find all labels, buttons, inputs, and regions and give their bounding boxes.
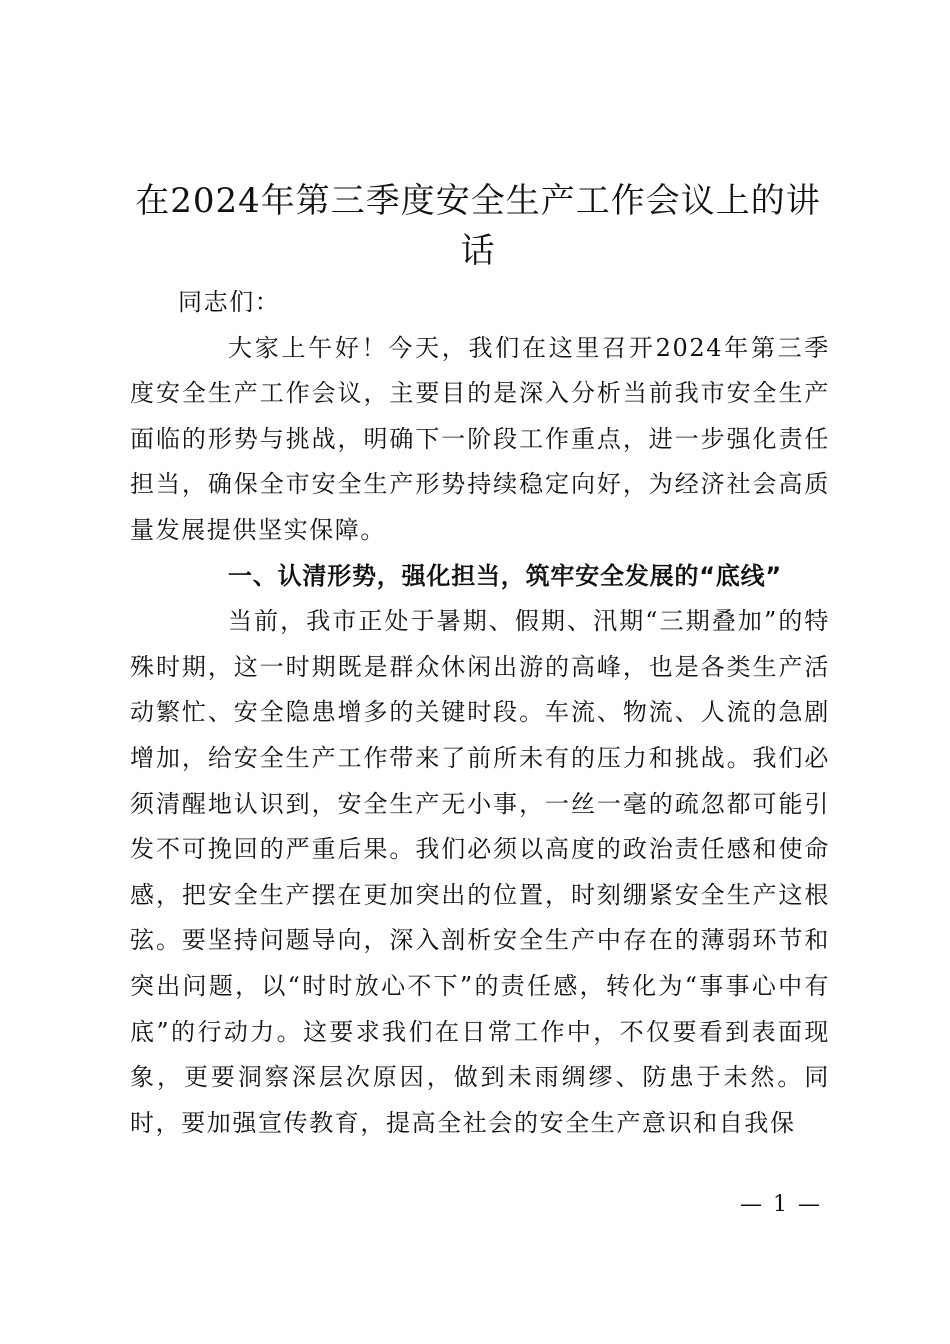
document-title: 在2024年第三季度安全生产工作会议上的讲话 bbox=[135, 181, 821, 271]
salutation: 同志们： bbox=[178, 288, 281, 316]
document-body bbox=[130, 280, 830, 1146]
section-heading-1: 一、认清形势，强化担当，筑牢安全发展的“底线” bbox=[228, 561, 782, 590]
opening-paragraph: 大家上午好！今天，我们在这里召开2024年第三季度安全生产工作会议，主要目的是深入分析当前我市安全生产面临的形势与挑战，明确下一阶段工作重点，进一步强化责任担当，确保全市安全生产形势持续稳定向好，为经济社会高质量发展提供坚实保障。 bbox=[130, 333, 830, 544]
section-1-paragraph: 当前，我市正处于暑期、假期、汛期“三期叠加”的特殊时期，这一时期既是群众休闲出游的高峰，也是各类生产活动繁忙、安全隐患增多的关键时段。车流、物流、人流的急剧增加，给安全生产工作带来了前所未有的压力和挑战。我们必须清醒地认识到，安全生产无小事，一丝一毫的疏忽都可能引发不可挽回的严重后果。我们必须以高度的政治责任感和使命感，把安全生产摆在更加突出的位置，时刻绷紧安全生产这根弦。要坚持问题导向，深入剖析安全生产中存在的薄弱环节和突出问题，以“时时放心不下”的责任感，转化为“事事心中有底”的行动力。这要求我们在日常工作中，不仅要看到表面现象，更要洞察深层次原因，做到未雨绸缪、防患于未然。同时，要加强宣传教育，提高全社会的安全生产意识和自我保 bbox=[130, 607, 830, 1137]
page-number: — 1 — bbox=[740, 1192, 822, 1217]
